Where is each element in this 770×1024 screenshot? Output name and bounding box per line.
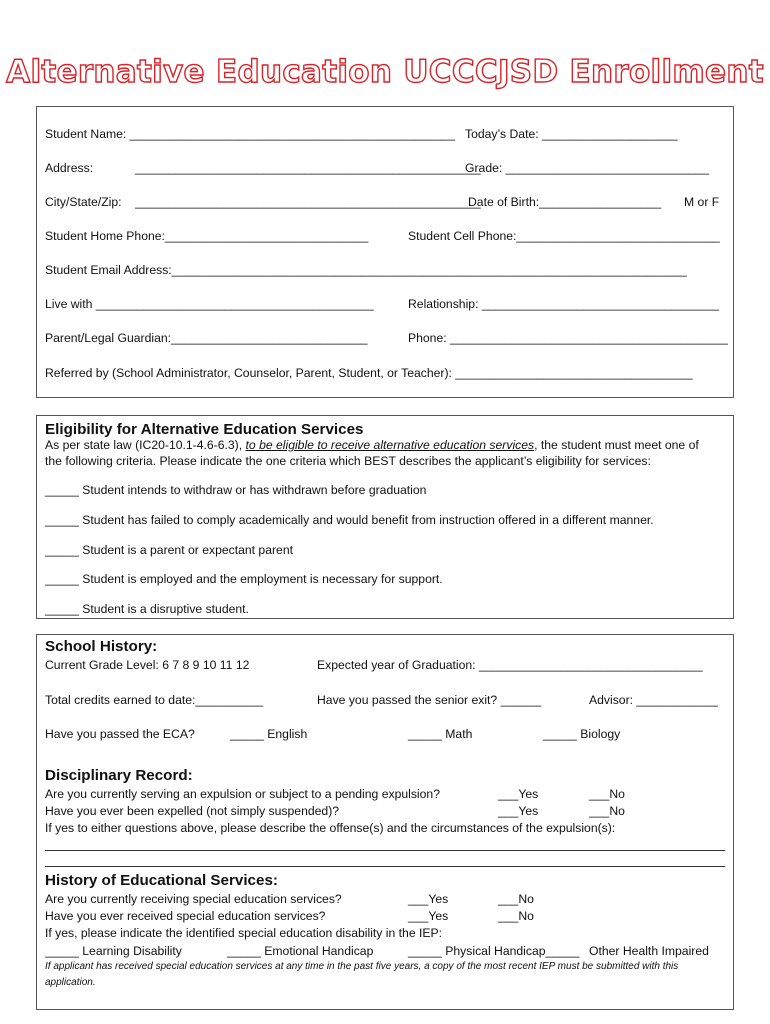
disability-label: If yes, please indicate the identified special education disability in the IEP: (45, 926, 443, 940)
school-history-heading: School History: (45, 638, 158, 655)
sped-q2-yes[interactable]: ___Yes (408, 909, 449, 923)
expulsion-q2-yes[interactable]: ___Yes (498, 804, 539, 818)
email-field[interactable]: Student Email Address:____________________________________________________________________________ (45, 263, 687, 277)
physical-handicap-field[interactable]: _____ Physical Handicap_____ (408, 944, 580, 958)
criteria-academic[interactable]: _____ Student has failed to comply academically and would benefit from instruction offered in a different manner. (45, 513, 654, 527)
eligibility-intro-tail: , the student must meet one of (534, 438, 699, 452)
expulsion-q1-no[interactable]: ___No (589, 787, 625, 801)
advisor-field[interactable]: Advisor: ____________ (589, 693, 718, 707)
criteria-withdraw[interactable]: _____ Student intends to withdraw or has withdrawn before graduation (45, 483, 427, 497)
eligibility-intro-emphasis: to be eligible to receive alternative education services (245, 438, 535, 452)
senior-exit-field[interactable]: Have you passed the senior exit? ______ (317, 693, 542, 707)
form-title: Alternative Education UCCCJSD Enrollment (6, 54, 764, 90)
sex-field[interactable]: M or F (684, 195, 720, 209)
city-state-zip-field[interactable]: ___________________________________________________ (135, 195, 481, 209)
credits-field[interactable]: Total credits earned to date:__________ (45, 693, 264, 707)
address-field[interactable]: ___________________________________________________ (135, 161, 481, 175)
eca-biology-field[interactable]: _____ Biology (543, 727, 621, 741)
live-with-field[interactable]: Live with _________________________________________ (45, 297, 374, 311)
sped-question-1: Are you currently receiving special education services? (45, 892, 342, 906)
eca-math-field[interactable]: _____ Math (408, 727, 473, 741)
date-of-birth-field[interactable]: Date of Birth:__________________ (468, 195, 662, 209)
cell-phone-field[interactable]: Student Cell Phone:______________________________ (408, 229, 720, 243)
sped-q2-no[interactable]: ___No (498, 909, 534, 923)
expulsion-q1-yes[interactable]: ___Yes (498, 787, 539, 801)
eligibility-intro-line-2: the following criteria. Please indicate the one criteria which BEST describes the applicant’s eligibility for services: (45, 454, 651, 468)
expulsion-q2-no[interactable]: ___No (589, 804, 625, 818)
sped-q1-yes[interactable]: ___Yes (408, 892, 449, 906)
other-health-impaired-label[interactable]: Other Health Impaired (589, 944, 709, 958)
emotional-handicap-field[interactable]: _____ Emotional Handicap (227, 944, 374, 958)
referred-by-field[interactable]: Referred by (School Administrator, Counselor, Parent, Student, or Teacher): ___________________________________ (45, 366, 693, 380)
eligibility-intro (45, 438, 699, 452)
student-name-field[interactable]: Student Name: ________________________________________________ (45, 127, 456, 141)
home-phone-field[interactable]: Student Home Phone:______________________________ (45, 229, 369, 243)
eligibility-heading: Eligibility for Alternative Education Services (45, 421, 364, 438)
expulsion-question-1: Are you currently serving an expulsion or subject to a pending expulsion? (45, 787, 440, 801)
expulsion-question-2: Have you ever been expelled (not simply suspended)? (45, 804, 340, 818)
sped-question-2: Have you ever received special education services? (45, 909, 326, 923)
eca-english-field[interactable]: _____ English (230, 727, 308, 741)
expulsion-answer-line-1[interactable] (45, 850, 725, 851)
eca-label: Have you passed the ECA? (45, 727, 195, 741)
criteria-parent[interactable]: _____ Student is a parent or expectant parent (45, 543, 293, 557)
guardian-phone-field[interactable]: Phone: _________________________________________ (408, 331, 728, 345)
eligibility-intro-text: As per state law (IC20-10.1-4.6-6.3), (45, 438, 246, 452)
criteria-employed[interactable]: _____ Student is employed and the employment is necessary for support. (45, 572, 443, 586)
address-label: Address: (45, 161, 94, 175)
city-state-zip-label: City/State/Zip: (45, 195, 122, 209)
todays-date-field[interactable]: Today’s Date: ____________________ (465, 127, 678, 141)
iep-note-line-2: application. (45, 977, 96, 988)
learning-disability-field[interactable]: _____ Learning Disability (45, 944, 182, 958)
graduation-year-field[interactable]: Expected year of Graduation: _________________________________ (317, 658, 703, 672)
expulsion-answer-line-2[interactable] (45, 866, 725, 867)
iep-note: If applicant has received special education services at any time in the past five years, a copy of the most recent IEP must be submitted with this (45, 961, 679, 972)
current-grade-level[interactable]: Current Grade Level: 6 7 8 9 10 11 12 (45, 658, 250, 672)
student-info-box (36, 106, 734, 398)
expulsion-describe-label: If yes to either questions above, please describe the offense(s) and the circumstances of the expulsion(s): (45, 821, 616, 835)
grade-field[interactable]: Grade: ______________________________ (465, 161, 709, 175)
educational-services-heading: History of Educational Services: (45, 872, 278, 889)
criteria-disruptive[interactable]: _____ Student is a disruptive student. (45, 602, 249, 616)
disciplinary-heading: Disciplinary Record: (45, 767, 193, 784)
relationship-field[interactable]: Relationship: ___________________________________ (408, 297, 720, 311)
guardian-field[interactable]: Parent/Legal Guardian:_____________________________ (45, 331, 368, 345)
sped-q1-no[interactable]: ___No (498, 892, 534, 906)
